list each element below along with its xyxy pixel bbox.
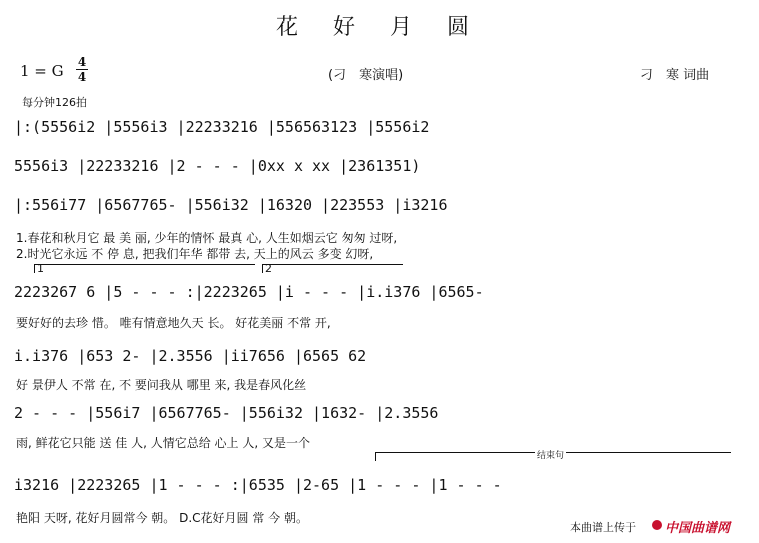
volta-bracket-2	[262, 264, 403, 273]
lyrics-row-3b: 2.时光它永远 不 停 息, 把我们年华 都带 去, 天上的风云 多变 幻呀,	[16, 247, 374, 261]
notation-row-7: i3216 |2223265 |1 - - - :|6535 |2-65 |1 - - - |1 - - -	[14, 476, 502, 494]
lyrics-row-6: 雨, 鲜花它只能 送 佳 人, 人情它总给 心上 人, 又是一个	[16, 436, 310, 450]
notation-row-3: |:556i77 |6567765- |556i32 |16320 |223553 |i3216	[14, 196, 448, 214]
key-signature: 1 = G	[20, 62, 64, 80]
site-logo-icon	[652, 520, 662, 530]
lyrics-row-7: 艳阳 天呀, 花好月圆常今 朝。 D.C花好月圆 常 今 朝。	[16, 511, 308, 525]
notation-row-4: 2223267 6 |5 - - - :|2223265 |i - - - |i.i376 |6565-	[14, 283, 484, 301]
tempo: 每分钟126拍	[22, 96, 87, 109]
notation-row-2: 5556i3 |22233216 |2 - - - |0xx x xx |2361351)	[14, 157, 421, 175]
lyrics-row-5: 好 景伊人 不常 在, 不 要问我从 哪里 来, 我是春风化丝	[16, 378, 307, 392]
notation-row-1: |:(5556i2 |5556i3 |22233216 |556563123 |5556i2	[14, 118, 430, 136]
lyrics-row-4: 要好好的去珍 惜。 唯有情意地久天 长。 好花美丽 不常 开,	[16, 316, 331, 330]
volta-bracket-1	[34, 264, 255, 273]
time-sig-top: 4	[77, 55, 87, 69]
performer: (刁 寒演唱)	[328, 68, 404, 83]
time-signature	[76, 56, 88, 83]
song-title: 花 好 月 圆	[276, 15, 483, 40]
site-name-link[interactable]: 中国曲谱网	[665, 521, 731, 536]
volta-2-label: 2	[265, 262, 272, 275]
credits: 刁 寒 词曲	[640, 68, 710, 83]
ending-label: 结束句	[535, 448, 566, 461]
volta-1-label: 1	[37, 262, 44, 275]
upload-note: 本曲谱上传于	[570, 521, 636, 534]
notation-row-6: 2 - - - |556i7 |6567765- |556i32 |1632- |2.3556	[14, 404, 439, 422]
lyrics-row-3a: 1.春花和秋月它 最 美 丽, 少年的情怀 最真 心, 人生如烟云它 匆匆 过呀,	[16, 231, 398, 245]
time-sig-bottom: 4	[77, 70, 87, 84]
notation-row-5: i.i376 |653 2- |2.3556 |ii7656 |6565 62	[14, 347, 367, 365]
